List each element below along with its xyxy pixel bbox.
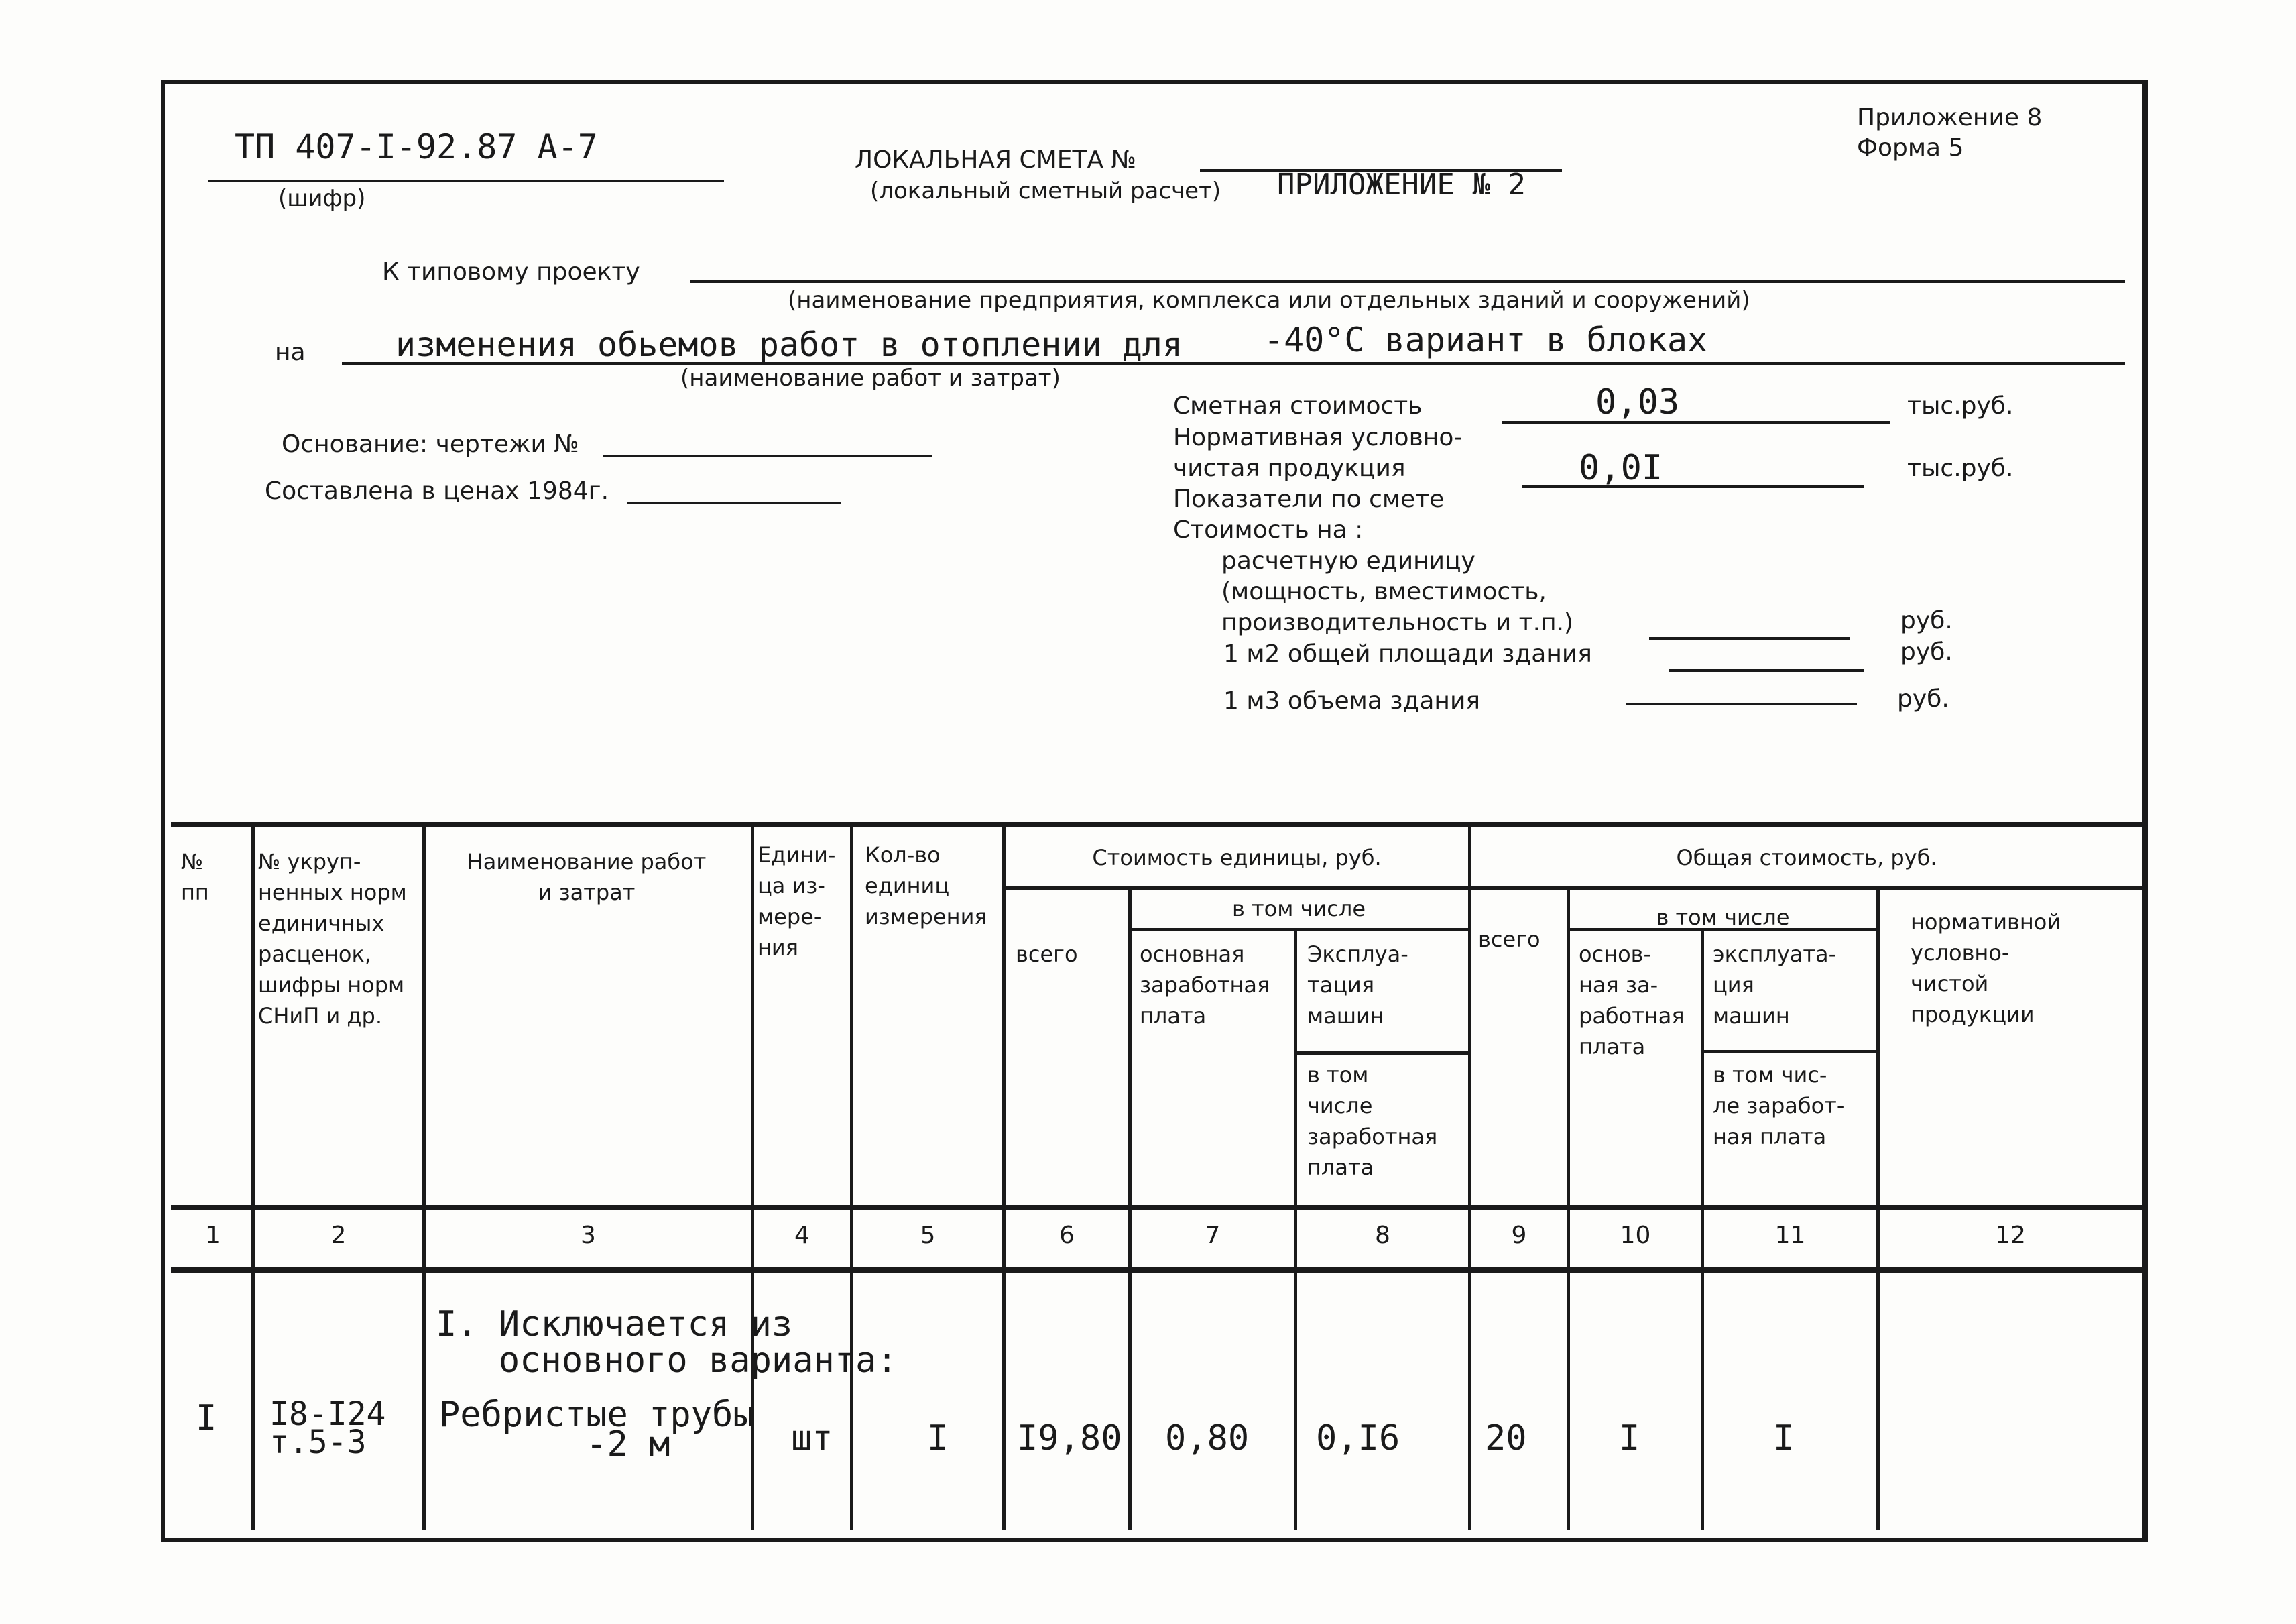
vtom1-divider [1128,928,1468,931]
project-line [690,280,2125,283]
unit-cost-header: Стоимость единицы, руб. [1092,845,1382,870]
colnum-12: 12 [1995,1222,2026,1249]
col-header-4: Едини- ца из- мере- ния [758,842,836,960]
colnum-7: 7 [1205,1222,1221,1249]
row-unit-machines: 0,I6 [1316,1418,1400,1458]
row-qty: I [927,1418,949,1458]
row-overall-wage: I [1619,1418,1640,1458]
col-divider-11 [1876,886,1880,1530]
row-overall-machines: I [1773,1418,1795,1458]
smeta-caption: (локальный сметный расчет) [870,178,1221,205]
col-header-8-sub: в том числе заработная плата [1307,1062,1438,1180]
h8-sub-divider [1294,1051,1468,1055]
appendix-stamp: ПРИЛОЖЕНИЕ № 2 [1277,168,1526,202]
m2-line [1669,669,1864,672]
row-overall-total: 20 [1485,1418,1527,1458]
col-divider-4 [850,822,853,1530]
norm-line [1522,485,1864,488]
vtom1-header: в том числе [1232,896,1366,921]
raschet-label-3: производительность и т.п.) [1221,609,1574,636]
col-header-7: основная заработная плата [1140,941,1270,1029]
project-caption: (наименование предприятия, комплекса или отдельных зданий и сооружений) [788,287,1750,314]
m2-label: 1 м2 общей площади здания [1223,640,1592,668]
col-header-6: всего [1016,941,1078,967]
vtom2-header: в том числе [1656,905,1790,930]
col-header-11-sub: в том чис- ле заработ- ная плата [1713,1062,1845,1149]
col-header-11: эксплуата- ция машин [1713,941,1837,1029]
colnum-bottom-border [171,1267,2142,1273]
col-header-1: № пп [181,849,209,905]
norm-label-1: Нормативная условно- [1173,424,1463,451]
colnum-8: 8 [1375,1222,1390,1249]
col-header-2: № укруп- ненных норм единичных расценок, шифры норм СНиП и др. [258,849,407,1029]
col-divider-5 [1002,822,1006,1530]
raschet-label-1: расчетную единицу [1221,547,1475,575]
col-header-5: Кол-во единиц измерения [865,842,987,929]
smetnaya-value: 0,03 [1595,382,1680,422]
col-header-10: основ- ная за- работная плата [1579,941,1685,1059]
raschet-label-2: (мощность, вместимость, [1221,578,1547,605]
colnum-1: 1 [205,1222,221,1249]
project-label: К типовому проекту [382,258,640,286]
row-unit-total: I9,80 [1017,1418,1122,1458]
row-unit: шт [791,1418,833,1458]
col-divider-1 [251,822,255,1530]
col-divider-2 [422,822,426,1530]
m3-label: 1 м3 объема здания [1223,687,1481,715]
smeta-title: ЛОКАЛЬНАЯ СМЕТА № [855,146,1136,174]
col-header-9: всего [1478,927,1540,952]
code-caption: (шифр) [278,185,366,212]
m3-unit: руб. [1897,685,1949,713]
colnum-9: 9 [1511,1222,1527,1249]
colnum-5: 5 [920,1222,936,1249]
colnum-10: 10 [1620,1222,1651,1249]
na-caption: (наименование работ и затрат) [680,365,1061,392]
header-bottom-border [171,1205,2142,1210]
smetnaya-unit: тыс.руб. [1907,392,2014,420]
na-line [342,362,2125,365]
col-divider-6 [1128,886,1132,1530]
na-label: на [275,339,306,366]
m2-unit: руб. [1900,638,1953,666]
forma-label: Форма 5 [1857,134,1964,162]
h11-sub-divider [1701,1050,1876,1053]
row-code: I8-I24 т.5-3 [269,1395,386,1461]
smetnaya-line [1502,421,1890,424]
row-unit-wage: 0,80 [1165,1418,1250,1458]
norm-label-2: чистая продукция [1173,455,1406,482]
colnum-6: 6 [1059,1222,1075,1249]
row-work-name: Ребристые трубы -2 м [439,1395,754,1464]
col-header-3: Наименование работ и затрат [467,849,707,905]
sostavlena-label: Составлена в ценах 1984г. [265,477,609,505]
doc-code: ТП 407-I-92.87 А-7 [235,127,598,166]
raschet-line [1649,637,1850,640]
colnum-2: 2 [330,1222,347,1249]
osnovanie-label: Основание: чертежи № [282,430,579,458]
osnovanie-line [603,455,932,457]
prilozhenie-label: Приложение 8 [1857,104,2043,131]
col-divider-9 [1567,886,1570,1530]
raschet-unit: руб. [1900,607,1953,634]
unit-cost-divider [1002,886,1468,890]
code-underline [208,180,724,182]
col-header-12: нормативной условно- чистой продукции [1911,909,2061,1027]
m3-line [1626,703,1857,705]
colnum-4: 4 [794,1222,810,1249]
smetnaya-label: Сметная стоимость [1173,392,1423,420]
table-top-border [171,822,2142,827]
col-divider-8 [1468,822,1471,1530]
row-number: I [196,1398,217,1438]
col-header-8: Эксплуа- тация машин [1307,941,1408,1029]
colnum-3: 3 [581,1222,596,1249]
section-title: I. Исключается из основного варианта: [436,1304,898,1381]
total-cost-header: Общая стоимость, руб. [1676,845,1937,870]
na-value-1: изменения обьемов работ в отоплении для [396,325,1183,364]
stoimost-label: Стоимость на : [1173,516,1364,544]
sostavlena-line [627,502,841,504]
na-value-2: -40°С вариант в блоках [1264,321,1708,359]
norm-unit: тыс.руб. [1907,455,2014,482]
colnum-11: 11 [1774,1222,1806,1249]
norm-value: 0,0I [1579,448,1663,488]
pokazateli-label: Показатели по смете [1173,485,1445,513]
